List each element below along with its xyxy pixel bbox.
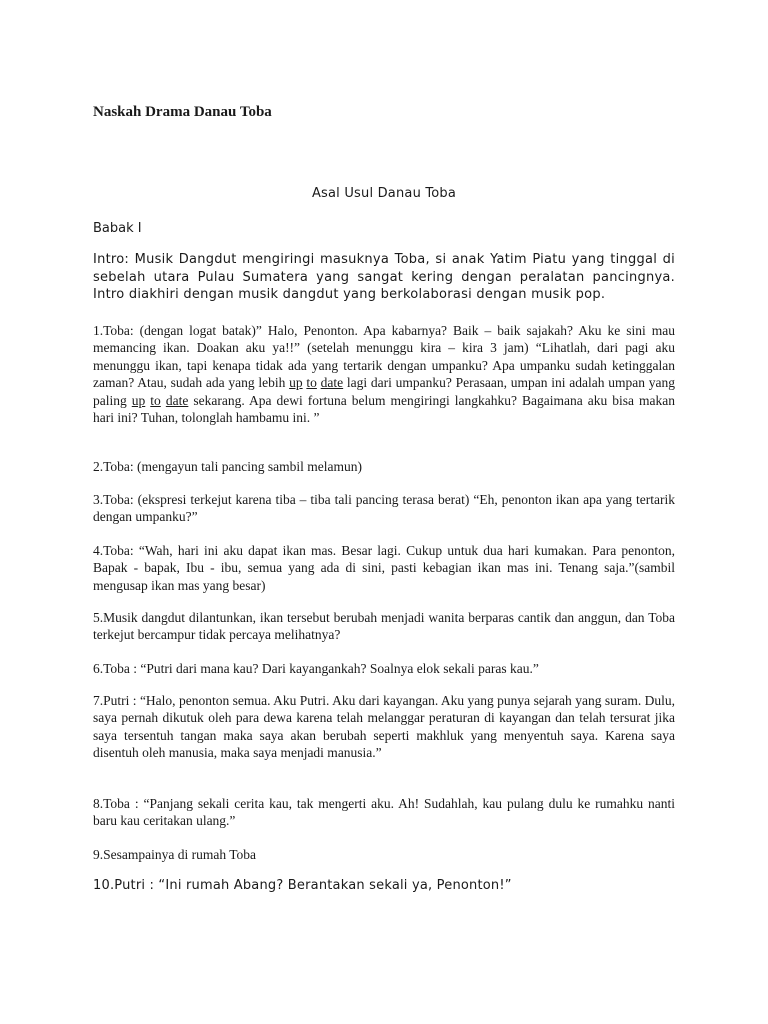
- intro-text: Musik Dangdut mengiringi masuknya Toba, si anak Yatim Piatu yang tinggal di sebelah utara Pulau Sumatera yang sangat kering dengan peralatan pancingnya. Intro diakhiri dengan musik dangdut yang berkolaborasi dengan musik pop.: [93, 252, 675, 302]
- underlined-word: up: [289, 375, 303, 391]
- dialogue-3: 3.Toba: (ekspresi terkejut karena tiba – tiba tali pancing terasa berat) “Eh, penonton ikan apa yang tertarik dengan umpanku?”: [93, 492, 675, 525]
- dialogue-10: 10.Putri : “Ini rumah Abang? Berantakan sekali ya, Penonton!”: [93, 878, 512, 893]
- intro-paragraph: [93, 251, 675, 304]
- dialogue-1: [93, 322, 675, 426]
- underlined-word: to: [306, 375, 317, 391]
- intro-label: Intro:: [93, 252, 130, 267]
- document-title: Naskah Drama Danau Toba: [93, 104, 272, 120]
- dialogue-5: 5.Musik dangdut dilantunkan, ikan tersebut berubah menjadi wanita berparas cantik dan anggun, dan Toba terkejut bercampur tidak percaya melihatnya?: [93, 610, 675, 643]
- underlined-word: date: [320, 375, 344, 391]
- dialogue-8: 8.Toba : “Panjang sekali cerita kau, tak mengerti aku. Ah! Sudahlah, kau pulang dulu ke rumahku nanti baru kau ceritakan ulang.”: [93, 796, 675, 829]
- dialogue-9: 9.Sesampainya di rumah Toba: [93, 847, 257, 862]
- story-subtitle: Asal Usul Danau Toba: [311, 186, 457, 201]
- dialogue-7: 7.Putri : “Halo, penonton semua. Aku Putri. Aku dari kayangan. Aku yang punya sejarah yang suram. Dulu, saya pernah dikutuk oleh para dewa karena telah melanggar peraturan di kayangan dan telah tersurat jika saya tersentuh tangan maka saya akan berubah seperti makhluk yang menyentuh saya. Karena saya disentuh oleh manusia, maka saya menjadi manusia.”: [93, 693, 675, 761]
- act-heading: Babak I: [93, 221, 142, 236]
- dialogue-6: 6.Toba : “Putri dari mana kau? Dari kayangankah? Soalnya elok sekali paras kau.”: [93, 661, 539, 676]
- dialogue-1-text-b: lagi dari umpanku? Perasaan, umpan ini adalah umpan yang paling: [93, 375, 676, 408]
- dialogue-1-text-c: sekarang. Apa dewi fortuna belum mengiringi langkahku? Bagaimana aku bisa makan hari ini? Tuhan, tolonglah hambamu ini. ”: [93, 392, 676, 426]
- dialogue-2: 2.Toba: (mengayun tali pancing sambil melamun): [93, 459, 362, 474]
- underlined-word: date: [165, 392, 189, 408]
- underlined-word: to: [150, 392, 161, 408]
- dialogue-1-text-a: 1.Toba: (dengan logat batak)” Halo, Penonton. Apa kabarnya? Baik – baik sajakah? Aku ke sini mau memancing ikan. Doakan aku ya!!” (setelah menunggu kira – kira 3 jam) “Lihatlah, dari pagi aku menunggu ikan, tapi kenapa tidak ada yang tertarik dengan umpanku? Apa umpanku sudah ketinggalan zaman? Atau, sudah ada yang lebih: [93, 323, 675, 391]
- dialogue-4: 4.Toba: “Wah, hari ini aku dapat ikan mas. Besar lagi. Cukup untuk dua hari kumakan. Para penonton, Bapak - bapak, Ibu - ibu, semua yang ada di sini, pasti kebagian ikan mas ini. Tenang saja.”(sambil mengusap ikan mas yang besar): [93, 543, 675, 593]
- underlined-word: up: [131, 392, 146, 408]
